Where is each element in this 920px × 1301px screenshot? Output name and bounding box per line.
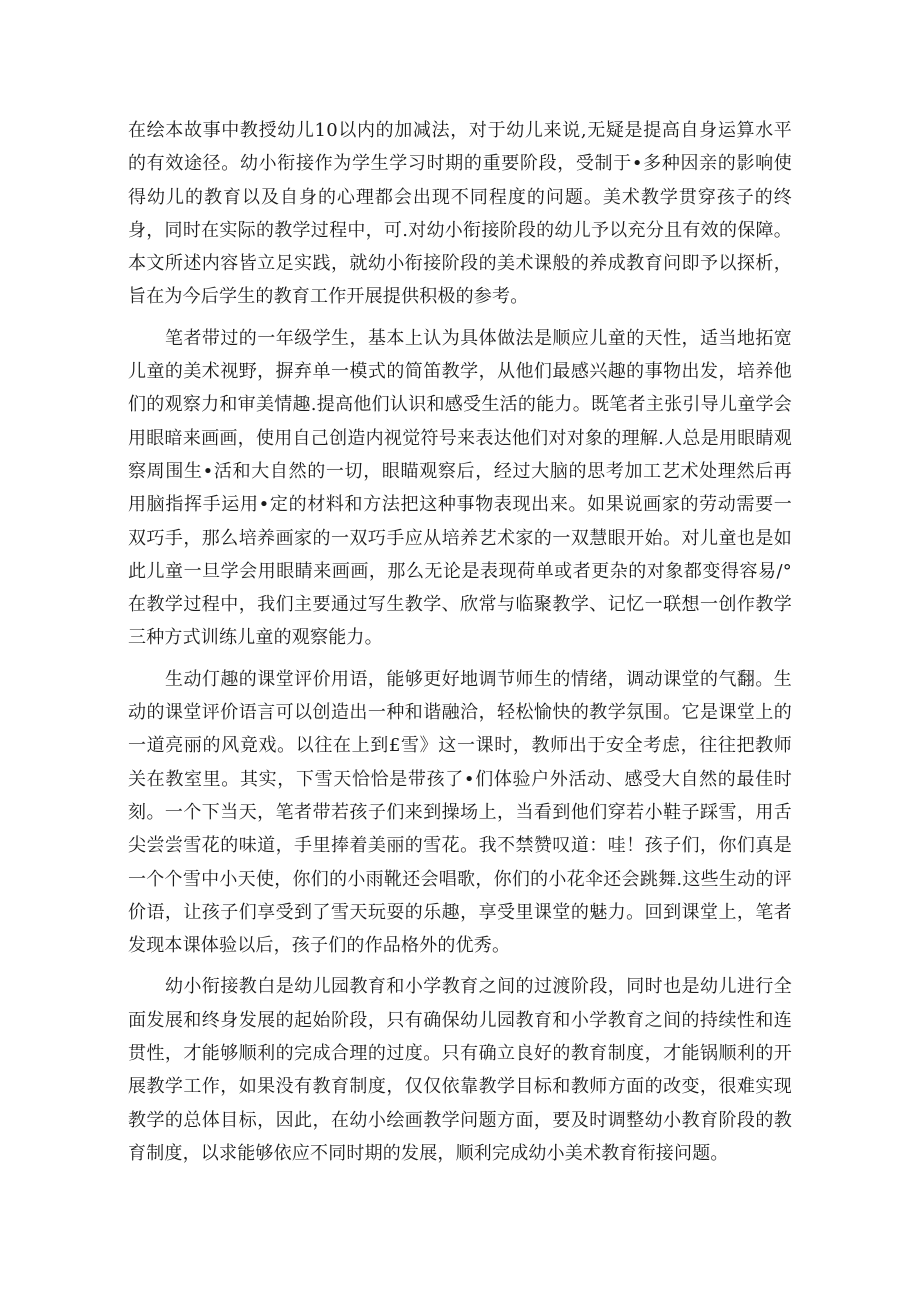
document-body — [128, 114, 792, 1178]
paragraph-3: 生动仃趣的课堂评价用语，能够更好地调节师生的情绪，调动课堂的气翻。生动的课堂评价语言可以创造出一种和谐融洽，轻松愉快的教学氛围。它是课堂上的一道亮丽的风竟戏。以往在上到£雪》这一课时，教师出于安全考虑，往往把教师关在教室里。其实，下雪天恰恰是带孩了•们体验户外活动、感受大自然的最佳时刻。一个下当天，笔者带若孩子们来到操场上，当看到他们穿若小鞋子踩雪，用舌尖尝尝雪花的味道，手里捧着美丽的雪花。我不禁赞叹道：哇！孩子们，你们真是一个个雪中小天使，你们的小雨靴还会唱歌，你们的小花伞还会跳舞.这些生动的评价语，让孩子们享受到了雪天玩耍的乐趣，享受里课堂的魅力。回到课堂上，笔者发现本课体验以后，孩子们的作品格外的优秀。 — [128, 668, 792, 957]
paragraph-1: 在绘本故事中教授幼儿10以内的加减法，对于幼儿来说,无疑是提高自身运算水平的有效途径。幼小衔接作为学生学习时期的重要阶段，受制于•多种因亲的影响使得幼儿的教育以及自身的心理都会出现不同程度的问题。美术教学贯穿孩子的终身，同时在实际的教学过程中，可.对幼小衔接阶段的幼儿予以充分且有效的保障。本文所述内容皆立足实践，就幼小衔接阶段的美术课般的养成教育问即予以探析，旨在为今后学生的教育工作开展提供积极的参考。 — [128, 120, 792, 308]
paragraph-2: 笔者带过的一年级学生，基本上认为具体做法是顺应儿童的天性，适当地拓宽儿童的美术视野，摒弃单一模式的简笛教学，从他们最感兴趣的事物出发，培养他们的观察力和审美情趣.提高他们认识和感受生活的能力。既笔者主张引导儿童学会用眼暗来画画，使用自己创造内视觉符号来表达他们对对象的理解.人总是用眼睛观察周围生•活和大自然的一切，眼瞄观察后，经过大脑的思考加工艺术处理然后再用脑指挥手运用•定的材料和方法把这种事物表现出来。如果说画家的劳动需要一双巧手，那么培养画家的一双巧手应从培养艺术家的一双慧眼开始。对儿童也是如此儿童一旦学会用眼睛来画画，那么无论是表现荷单或者更杂的对象都变得容易/°在教学过程中，我们主要通过写生教学、欣常与临聚教学、记忆一联想一创作教学三种方式训练儿童的观察能力。 — [128, 327, 792, 649]
paragraph-4: 幼小衔接教白是幼儿园教育和小学教育之间的过渡阶段，同时也是幼儿进行全面发展和终身发展的起始阶段，只有确保幼儿园教育和小学教育之间的持续性和连贯性，才能够顺利的完成合理的过度。只有确立良好的教育制度，才能锅顺利的开展教学工作，如果没有教育制度，仅仅依靠教学目标和教师方面的改变，很难实现教学的总体目标，因此，在幼小绘画教学问题方面，要及时调整幼小教育阶段的教育制度，以求能够依应不同时期的发展，顺利完成幼小美术教育衔接问题。 — [128, 976, 792, 1164]
